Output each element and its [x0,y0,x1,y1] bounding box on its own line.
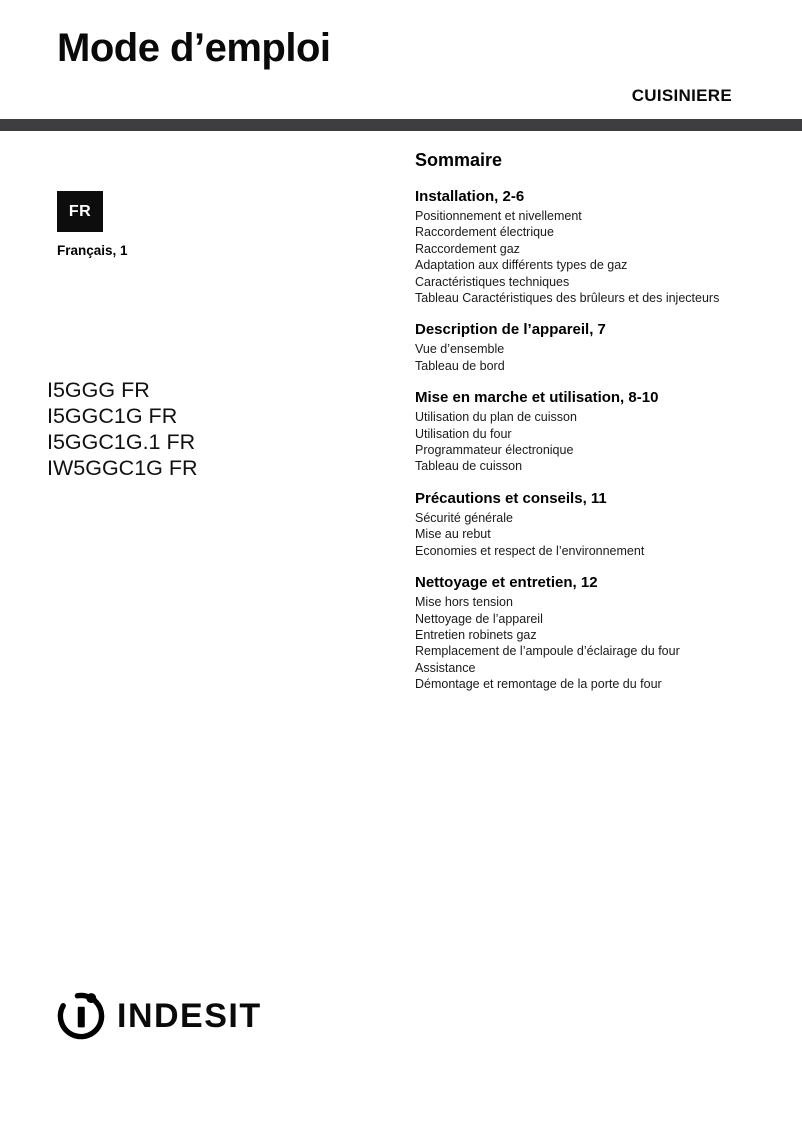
toc-item: Assistance [415,660,476,675]
toc-section-mise-en-marche [415,389,725,475]
model-number: IW5GGC1G FR [47,456,198,480]
toc-title: Sommaire [415,150,503,170]
toc-item: Sécurité générale [415,510,513,525]
toc-item: Vue d’ensemble [415,342,505,357]
toc-item: Raccordement gaz [415,241,520,256]
model-number: I5GGC1G.1 FR [47,430,196,454]
model-number: I5GGC1G FR [47,404,178,428]
indesit-i-circle-icon [55,990,107,1042]
toc-item: Economies et respect de l’environnement [415,543,645,558]
toc-item: Tableau Caractéristiques des brûleurs et des injecteurs [415,291,720,306]
toc-item: Remplacement de l’ampoule d’éclairage du four [415,644,680,659]
toc-section-installation [415,188,725,306]
toc-item: Positionnement et nivellement [415,209,582,223]
toc-item: Nettoyage de l’appareil [415,611,543,626]
toc-item: Utilisation du plan de cuisson [415,410,577,425]
toc-item: Démontage et remontage de la porte du four [415,677,662,692]
toc-item: Tableau de cuisson [415,459,523,474]
toc-item: Utilisation du four [415,426,512,441]
toc-item: Programmateur électronique [415,443,574,458]
toc-item: Mise hors tension [415,595,513,610]
divider-bar [0,119,802,131]
brand-wordmark: INDESIT [117,996,262,1035]
model-number: I5GGG FR [47,378,150,402]
toc-section-precautions [415,490,725,559]
toc-section-heading: Mise en marche et utilisation, 8-10 [415,389,659,407]
toc-section-heading: Nettoyage et entretien, 12 [415,574,598,592]
toc-section-heading: Installation, 2-6 [415,188,525,205]
page-title: Mode d’emploi [57,26,331,70]
toc-item: Caractéristiques techniques [415,274,570,289]
table-of-contents [415,150,725,708]
toc-item: Tableau de bord [415,358,505,373]
language-label: Français, 1 [57,243,128,258]
product-type-label: CUISINIERE [631,86,732,105]
language-flag-box: FR [57,191,103,232]
toc-section-heading: Précautions et conseils, 11 [415,489,607,507]
toc-item: Raccordement électrique [415,225,554,240]
brand-logo [55,990,262,1042]
toc-item: Entretien robinets gaz [415,627,537,642]
model-list [47,377,198,481]
toc-item: Adaptation aux différents types de gaz [415,258,628,273]
toc-section-heading: Description de l’appareil, 7 [415,321,606,339]
toc-item: Mise au rebut [415,527,491,542]
toc-section-description [415,321,725,374]
toc-section-nettoyage [415,574,725,692]
